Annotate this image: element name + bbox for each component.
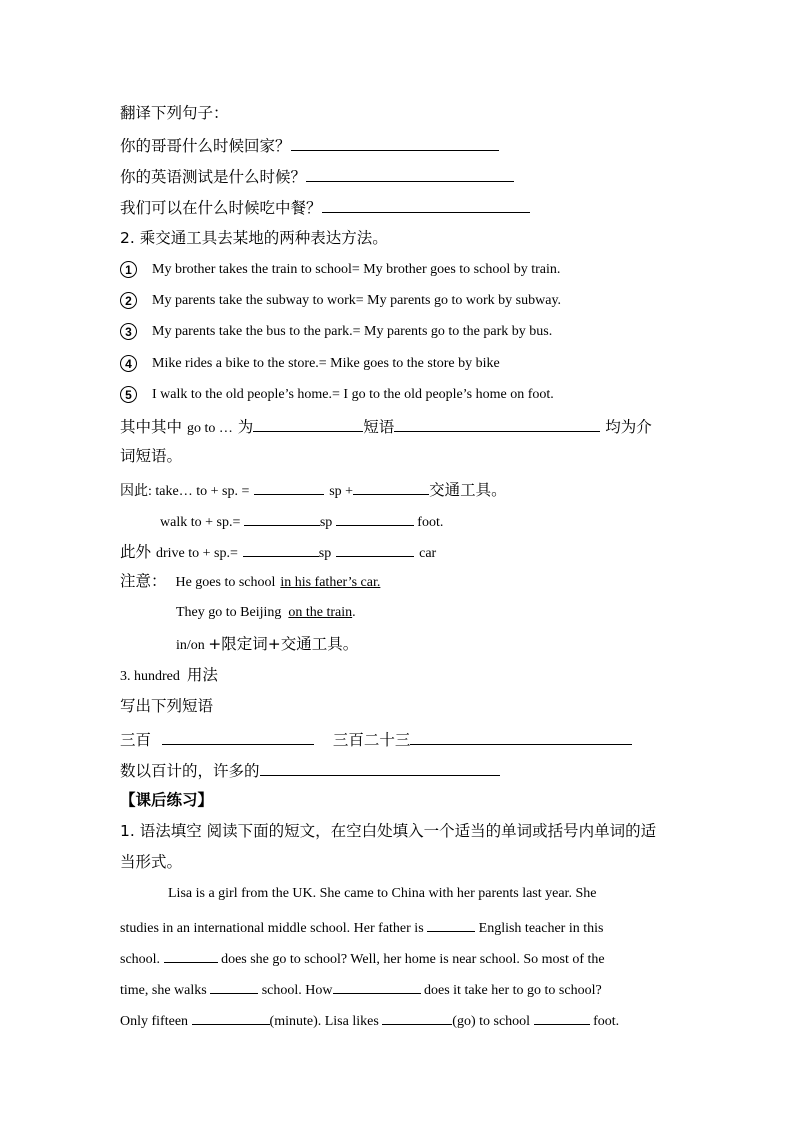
hundred-sub: 写出下列短语 <box>120 697 214 715</box>
answer-blank[interactable] <box>410 728 632 745</box>
l4-c: does it take her to go to school? <box>424 983 602 998</box>
attention-line <box>120 571 380 593</box>
passage-line-5 <box>120 1008 619 1032</box>
transport-heading: 2. 乘交通工具去某地的两种表达方法。 <box>120 229 388 247</box>
note-line <box>120 415 652 439</box>
answer-blank[interactable] <box>306 165 514 182</box>
exercise-instruction-2: 当形式。 <box>120 853 183 871</box>
attention-line-2 <box>176 603 356 623</box>
attn2-b: on the train <box>288 605 353 620</box>
therefore-a: 因此: take… to + sp. = <box>120 484 250 499</box>
answer-blank[interactable] <box>333 977 421 994</box>
l5-a: Only fifteen <box>120 1014 189 1029</box>
q3-text: 我们可以在什么时候吃中餐？ <box>120 199 322 217</box>
hundred-phrases <box>120 728 632 750</box>
exercise-title: 【课后练习】 <box>120 791 214 809</box>
translate-heading: 翻译下列句子： <box>120 104 229 122</box>
phrase-3: 数以百计的，许多的 <box>120 762 260 780</box>
translate-q1 <box>120 134 499 156</box>
passage-line-3 <box>120 946 605 970</box>
therefore-b: sp + <box>329 484 354 499</box>
note-c: 为 <box>237 418 254 436</box>
item-text: I walk to the old people’s home.= I go to the old people’s home on foot. <box>152 387 554 402</box>
answer-blank[interactable] <box>164 946 218 963</box>
item-text: My brother takes the train to school= My brother goes to school by train. <box>152 262 561 277</box>
transport-item <box>120 354 500 374</box>
attn2-c: . <box>352 605 356 620</box>
phrase-1: 三百 <box>120 731 152 749</box>
drive-a: 此外 <box>120 543 152 561</box>
l3-a: school. <box>120 952 161 967</box>
therefore-c: 交通工具。 <box>429 481 507 499</box>
passage-line-2 <box>120 915 603 939</box>
answer-blank[interactable] <box>336 509 414 526</box>
note-line-2: 词短语。 <box>120 447 183 465</box>
item-number: 3 <box>120 323 137 340</box>
answer-blank[interactable] <box>162 728 314 745</box>
translate-q3 <box>120 196 530 218</box>
l2-b: English teacher in this <box>478 921 604 936</box>
transport-item <box>120 385 554 405</box>
attn3-b: +限定词+交通工具。 <box>208 635 359 653</box>
answer-blank[interactable] <box>394 415 600 432</box>
attn1-b: in his father’s car. <box>280 575 381 590</box>
hundred-heading-b: 用法 <box>186 666 218 684</box>
item-text: Mike rides a bike to the store.= Mike goes to the store by bike <box>152 356 500 371</box>
answer-blank[interactable] <box>244 509 320 526</box>
answer-blank[interactable] <box>534 1008 590 1025</box>
q2-text: 你的英语测试是什么时候？ <box>120 168 307 186</box>
drive-line <box>120 540 436 564</box>
passage-line-1: Lisa is a girl from the UK. She came to China with her parents last year. She <box>168 886 597 901</box>
drive-d: car <box>419 546 437 561</box>
answer-blank[interactable] <box>427 915 475 932</box>
hundred-heading-a: 3. hundred <box>120 669 180 684</box>
l5-d: foot. <box>593 1014 620 1029</box>
note-d: 短语 <box>363 418 395 436</box>
l5-c: (go) to school <box>452 1014 531 1029</box>
q1-text: 你的哥哥什么时候回家？ <box>120 137 291 155</box>
transport-item <box>120 291 561 311</box>
item-text: My parents take the subway to work= My parents go to work by subway. <box>152 293 562 308</box>
note-a: 其中其中 <box>120 418 183 436</box>
answer-blank[interactable] <box>336 540 414 557</box>
item-number: 2 <box>120 292 137 309</box>
item-number: 1 <box>120 261 137 278</box>
l4-b: school. How <box>261 983 333 998</box>
phrase-2: 三百二十三 <box>332 731 411 749</box>
answer-blank[interactable] <box>260 759 500 776</box>
passage-line-4 <box>120 977 602 1001</box>
walk-a: walk to + sp.= <box>160 515 241 530</box>
l3-b: does she go to school? Well, her home is near school. So most of the <box>221 952 605 967</box>
attn2-a: They go to Beijing <box>176 605 282 620</box>
hundred-heading <box>120 665 218 687</box>
attn3-a: in/on <box>176 638 205 653</box>
translate-q2 <box>120 165 514 187</box>
transport-item <box>120 322 552 342</box>
l4-a: time, she walks <box>120 983 207 998</box>
l2-a: studies in an international middle school. Her father is <box>120 921 424 936</box>
exercise-instruction-1: 1. 语法填空 阅读下面的短文，在空白处填入一个适当的单词或括号内单词的适 <box>120 822 657 840</box>
attn-label: 注意： <box>120 572 167 590</box>
answer-blank[interactable] <box>291 134 499 151</box>
item-number: 5 <box>120 386 137 403</box>
item-text: My parents take the bus to the park.= My parents go to the park by bus. <box>152 324 553 339</box>
walk-c: foot. <box>417 515 444 530</box>
answer-blank[interactable] <box>322 196 530 213</box>
note-e: 均为介 <box>605 418 652 436</box>
walk-b: sp <box>319 515 333 530</box>
answer-blank[interactable] <box>254 478 324 495</box>
answer-blank[interactable] <box>210 977 258 994</box>
item-number: 4 <box>120 355 137 372</box>
answer-blank[interactable] <box>243 540 319 557</box>
drive-c: sp <box>318 546 332 561</box>
attention-line-3 <box>176 634 358 656</box>
l5-b: (minute). Lisa likes <box>269 1014 379 1029</box>
therefore-line <box>120 478 507 502</box>
drive-b: drive to + sp.= <box>155 546 238 561</box>
note-b: go to … <box>186 421 233 436</box>
hundred-phrase-3 <box>120 759 500 781</box>
answer-blank[interactable] <box>192 1008 270 1025</box>
walk-line <box>160 509 443 533</box>
answer-blank[interactable] <box>353 478 429 495</box>
attn1-a: He goes to school <box>175 575 276 590</box>
answer-blank[interactable] <box>382 1008 452 1025</box>
transport-item <box>120 260 560 280</box>
answer-blank[interactable] <box>253 415 363 432</box>
